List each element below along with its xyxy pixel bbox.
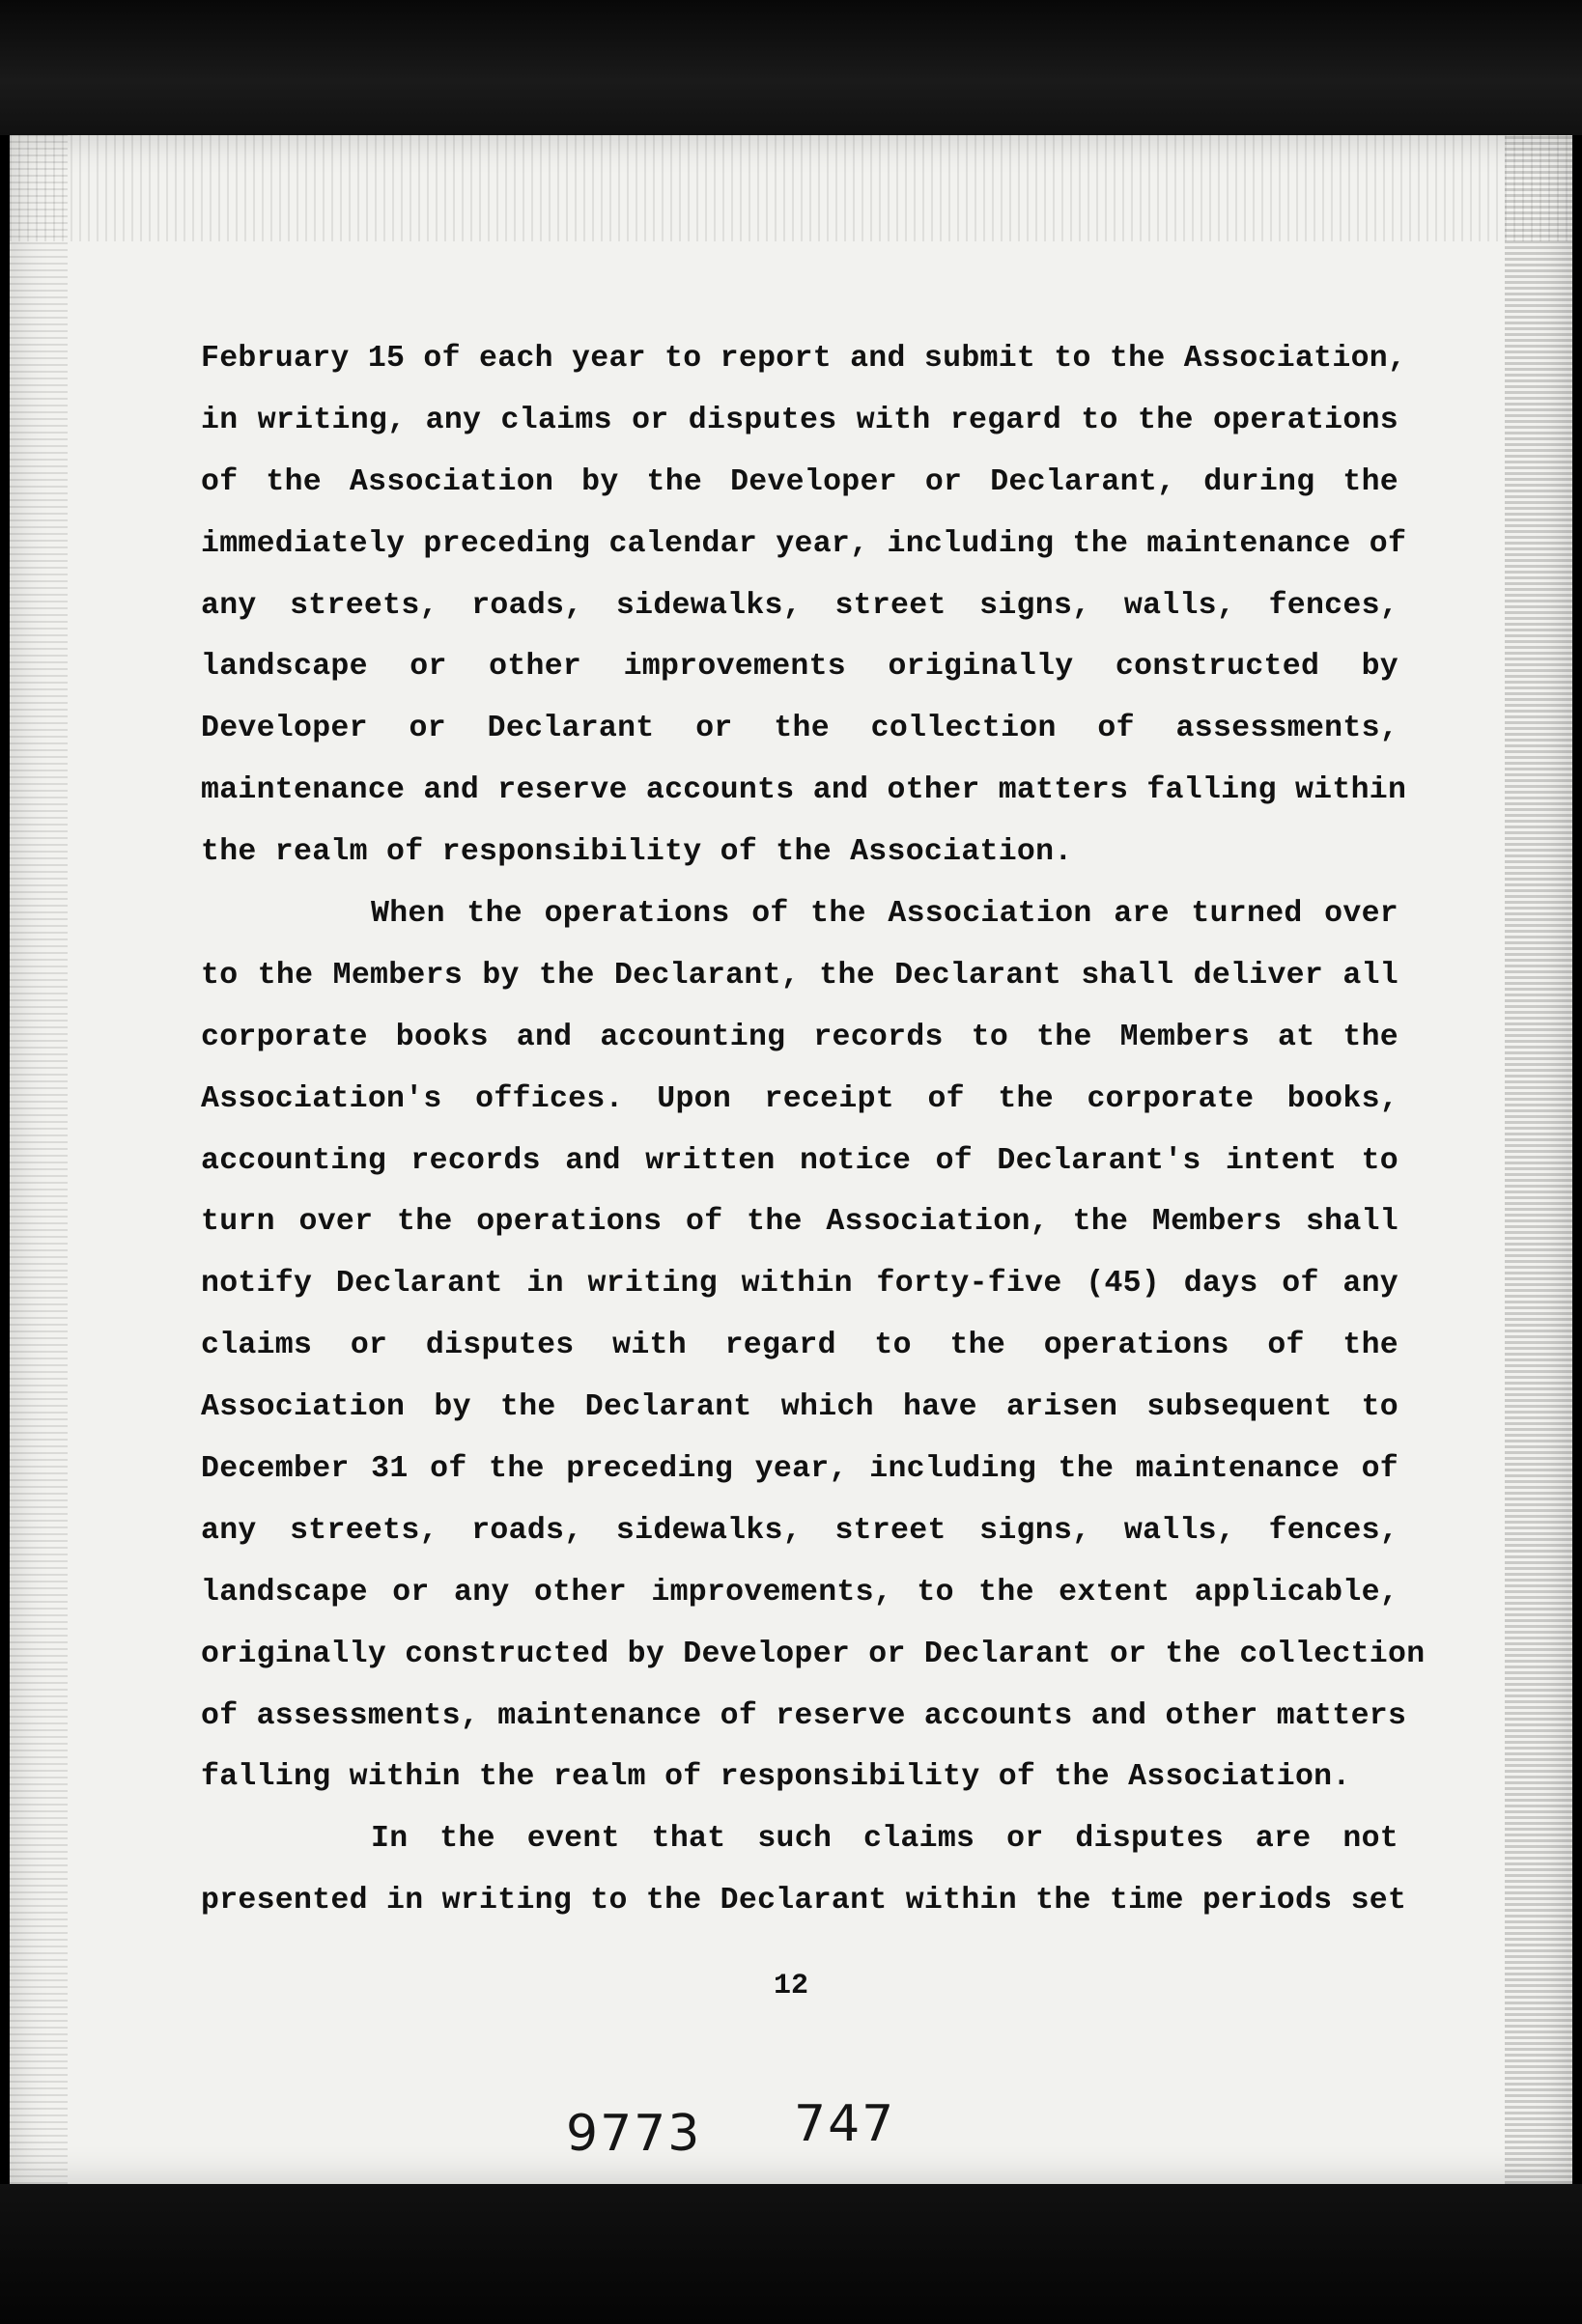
text-line: Developer or Declarant or the collection of assessments,: [201, 712, 1398, 746]
text-line: When the operations of the Association are turned over: [371, 897, 1398, 932]
text-line: notify Declarant in writing within forty-five (45) days of any: [201, 1267, 1398, 1302]
text-line: maintenance and reserve accounts and other matters falling within: [201, 773, 1407, 808]
text-line: claims or disputes with regard to the operations of the: [201, 1329, 1398, 1363]
text-line: falling within the realm of responsibility of the Association.: [201, 1760, 1351, 1795]
body-text: [201, 328, 1426, 1932]
text-line: accounting records and written notice of Declarant's intent to: [201, 1143, 1398, 1178]
text-line: any streets, roads, sidewalks, street signs, walls, fences,: [201, 588, 1398, 623]
text-line: immediately preceding calendar year, including the maintenance of: [201, 526, 1407, 561]
text-line: to the Members by the Declarant, the Declarant shall deliver all: [201, 958, 1398, 993]
text-line: landscape or any other improvements, to the extent applicable,: [201, 1575, 1398, 1610]
scan-noise-left-edge: [10, 135, 68, 2184]
text-line: In the event that such claims or disputes are not: [371, 1822, 1398, 1857]
scan-top-border: [0, 0, 1582, 135]
text-line: any streets, roads, sidewalks, street signs, walls, fences,: [201, 1513, 1398, 1548]
text-line: originally constructed by Developer or Declarant or the collection: [201, 1637, 1426, 1671]
text-line: February 15 of each year to report and submit to the Association,: [201, 342, 1407, 376]
text-line: landscape or other improvements originally constructed by: [201, 650, 1398, 685]
scan-noise-top: [10, 135, 1572, 241]
text-line: turn over the operations of the Association, the Members shall: [201, 1205, 1398, 1240]
recording-stamp-book: 9773: [566, 2105, 702, 2163]
text-line: the realm of responsibility of the Association.: [201, 835, 1073, 870]
text-line: Association's offices. Upon receipt of the corporate books,: [201, 1081, 1398, 1116]
text-line: December 31 of the preceding year, including the maintenance of: [201, 1452, 1398, 1487]
scan-bottom-border: [0, 2184, 1582, 2324]
text-line: of assessments, maintenance of reserve accounts and other matters: [201, 1698, 1407, 1733]
text-line: Association by the Declarant which have arisen subsequent to: [201, 1390, 1398, 1425]
text-line: of the Association by the Developer or Declarant, during the: [201, 464, 1398, 499]
text-line: in writing, any claims or disputes with regard to the operations: [201, 403, 1398, 437]
document-page: [10, 135, 1572, 2184]
recording-stamp-page: 747: [794, 2095, 896, 2153]
text-line: corporate books and accounting records to the Members at the: [201, 1020, 1398, 1054]
scan-noise-right-edge: [1505, 135, 1572, 2184]
text-line: presented in writing to the Declarant within the time periods set: [201, 1884, 1407, 1918]
page-number: 12: [773, 1970, 808, 2002]
